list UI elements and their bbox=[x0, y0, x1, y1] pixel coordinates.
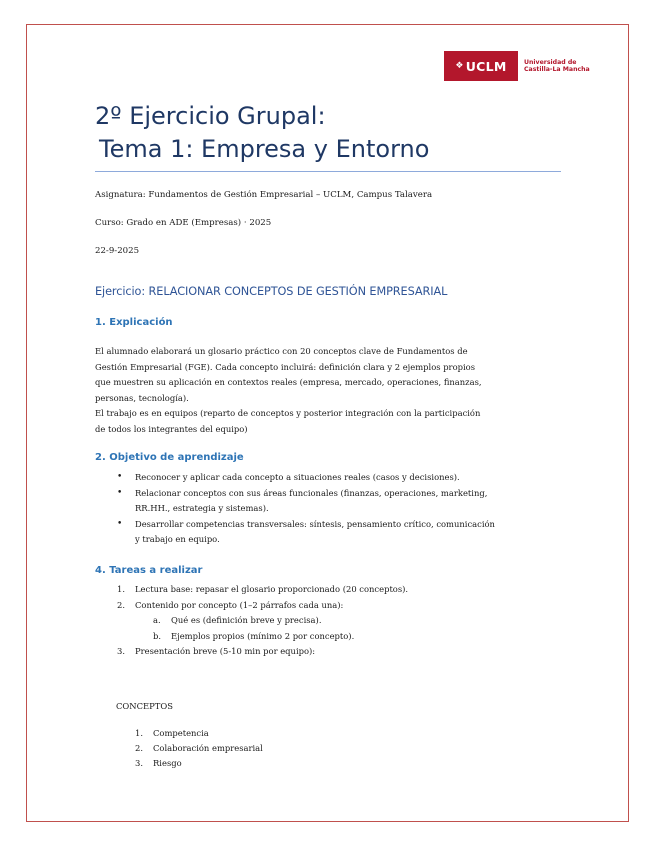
section1-heading: 1. Explicación bbox=[95, 317, 173, 328]
exercise-heading: Ejercicio: RELACIONAR CONCEPTOS DE GESTIÓN EMPRESARIAL bbox=[95, 285, 448, 298]
item-number: 2. bbox=[135, 743, 143, 753]
list-item bbox=[95, 470, 565, 486]
list-item bbox=[95, 741, 565, 756]
list-item bbox=[95, 726, 565, 741]
item-number: b. bbox=[153, 630, 162, 641]
list-item bbox=[95, 756, 565, 771]
subject-line: Asignatura: Fundamentos de Gestión Empresarial – UCLM, Campus Talavera bbox=[95, 190, 433, 200]
item-number: a. bbox=[153, 615, 161, 625]
tasks-list bbox=[95, 582, 565, 660]
item-number: 1. bbox=[135, 728, 143, 738]
item-text: Presentación breve (5-10 min por equipo): bbox=[135, 646, 316, 656]
bullet-line: • Desarrollar competencias transversales: síntesis, pensamiento crítico, comunicación bbox=[135, 518, 495, 529]
conceptos-heading: CONCEPTOS bbox=[116, 701, 173, 711]
page-title bbox=[95, 100, 565, 166]
title-divider bbox=[95, 171, 561, 172]
item-text: Riesgo bbox=[153, 758, 182, 768]
paragraph-line: El alumnado elaborará un glosario práctico con 20 conceptos clave de Fundamentos de bbox=[95, 346, 468, 356]
bullet-line: • Relacionar conceptos con sus áreas funcionales (finanzas, operaciones, marketing, bbox=[135, 487, 488, 498]
objectives-list bbox=[95, 470, 565, 548]
item-text: Competencia bbox=[153, 728, 209, 738]
item-number: 3. bbox=[117, 646, 125, 656]
list-item bbox=[95, 598, 565, 614]
section3-heading: 4. Tareas a realizar bbox=[95, 565, 203, 576]
logo-name-line1: Universidad de bbox=[524, 58, 577, 66]
item-text: Ejemplos propios (mínimo 2 por concepto). bbox=[171, 630, 355, 641]
bullet-line: y trabajo en equipo. bbox=[135, 534, 220, 544]
logo-university-name bbox=[524, 59, 590, 74]
section1-paragraph bbox=[95, 344, 565, 437]
date-line: 22-9-2025 bbox=[95, 246, 140, 256]
bullet-line: RR.HH., estrategia y sistemas). bbox=[135, 503, 269, 513]
course-line: Curso: Grado en ADE (Empresas) · 2025 bbox=[95, 218, 272, 228]
item-number: 3. bbox=[135, 758, 143, 768]
item-text: Contenido por concepto (1–2 párrafos cada una): bbox=[135, 599, 344, 610]
concepts-list bbox=[95, 726, 565, 771]
paragraph-line: que muestren su aplicación en contextos reales (empresa, mercado, operaciones, finanzas, bbox=[95, 377, 482, 387]
uclm-logo bbox=[444, 51, 590, 81]
item-number: 1. bbox=[117, 584, 125, 594]
paragraph-line: personas, tecnología). bbox=[95, 392, 189, 403]
bullet-line: • Reconocer y aplicar cada concepto a situaciones reales (casos y decisiones). bbox=[135, 472, 460, 482]
list-item bbox=[95, 486, 565, 517]
logo-box bbox=[444, 51, 518, 81]
title-line2: Tema 1: Empresa y Entorno bbox=[99, 135, 430, 163]
list-item bbox=[95, 629, 565, 645]
logo-acronym: UCLM bbox=[465, 58, 507, 74]
title-line1: 2º Ejercicio Grupal: bbox=[95, 102, 326, 130]
list-item bbox=[95, 644, 565, 660]
list-item bbox=[95, 613, 565, 629]
paragraph-line: El trabajo es en equipos (reparto de conceptos y posterior integración con la participación bbox=[95, 408, 481, 418]
logo-mark-icon: ❖ bbox=[455, 61, 464, 71]
item-number: 2. bbox=[117, 599, 125, 610]
list-item bbox=[95, 582, 565, 598]
paragraph-line: de todos los integrantes del equipo) bbox=[95, 423, 248, 434]
item-text: Lectura base: repasar el glosario proporcionado (20 conceptos). bbox=[135, 584, 409, 594]
item-text: Colaboración empresarial bbox=[153, 743, 263, 753]
item-text: Qué es (definición breve y precisa). bbox=[171, 615, 322, 625]
logo-name-line2: Castilla-La Mancha bbox=[524, 66, 590, 73]
section2-heading: 2. Objetivo de aprendizaje bbox=[95, 452, 244, 463]
paragraph-line: Gestión Empresarial (FGE). Cada concepto incluirá: definición clara y 2 ejemplos propios bbox=[95, 361, 475, 372]
list-item bbox=[95, 517, 565, 548]
